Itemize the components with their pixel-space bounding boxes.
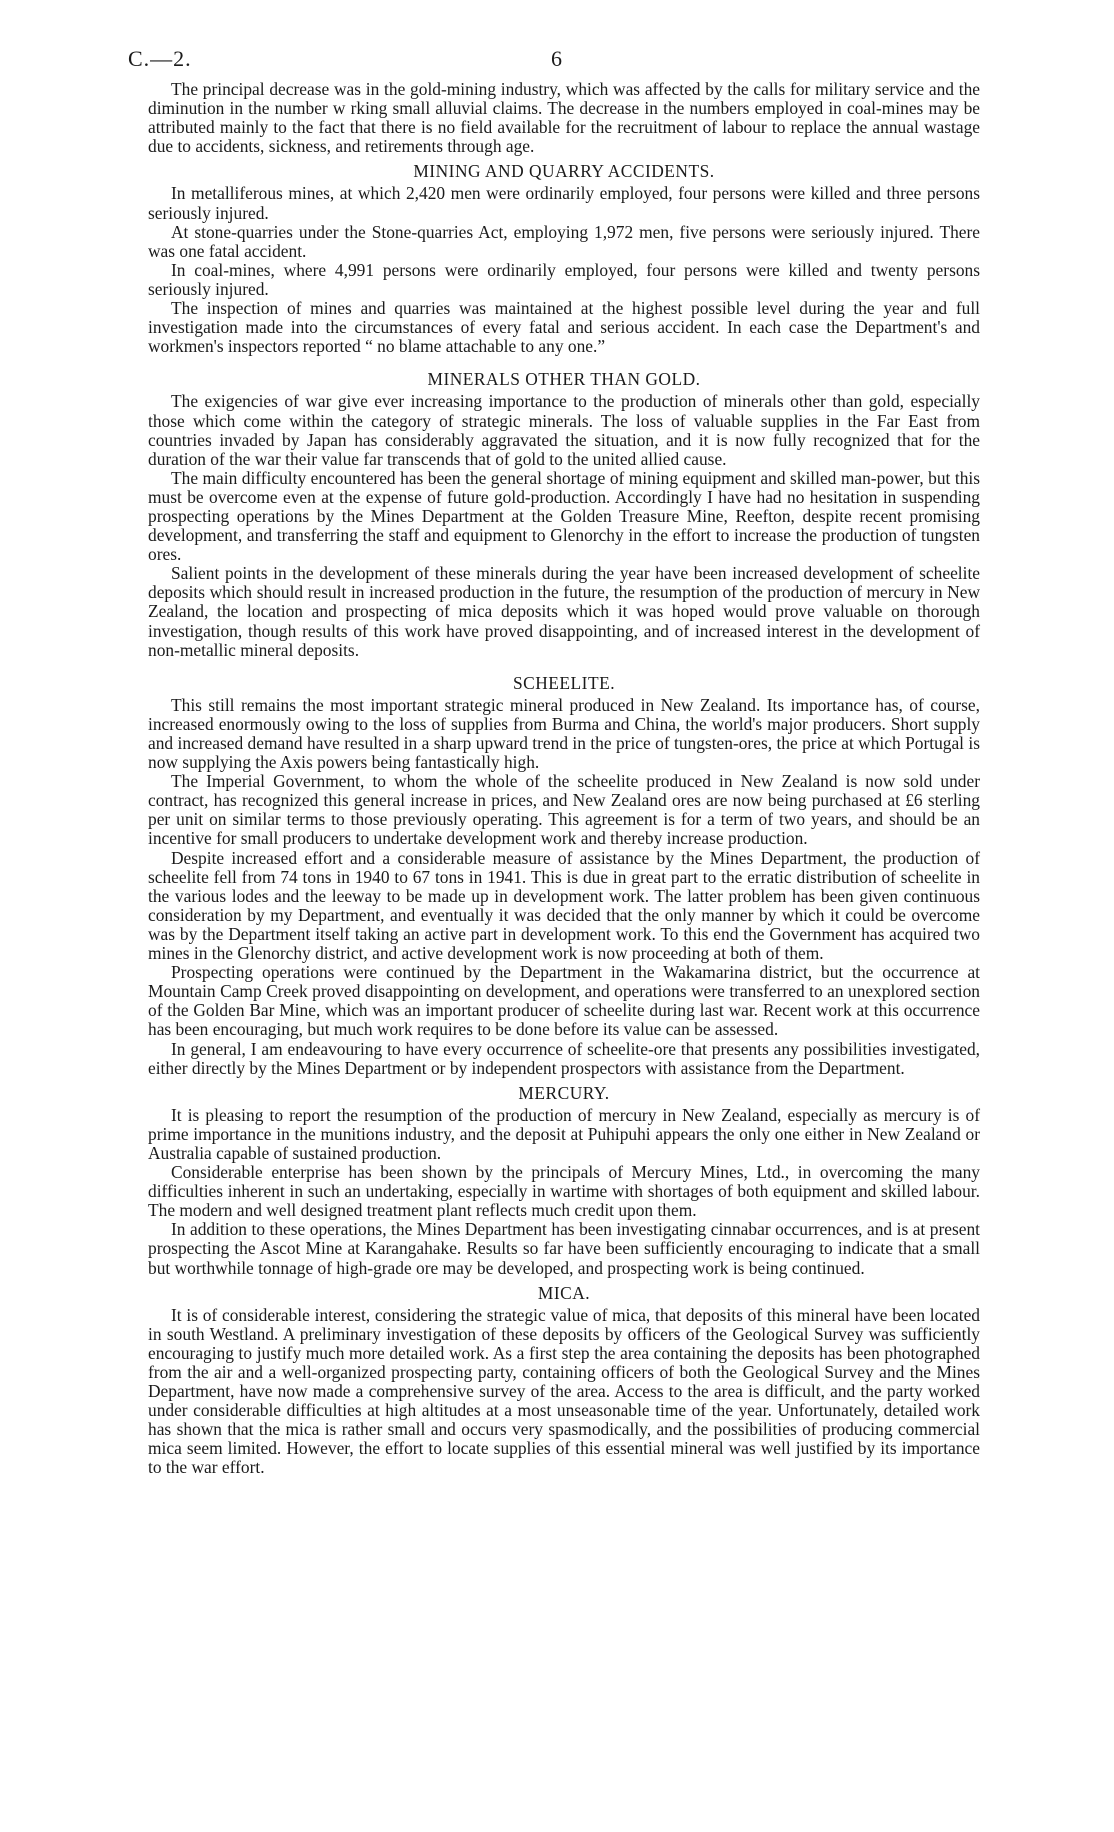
section-heading-minerals: MINERALS OTHER THAN GOLD.: [427, 369, 701, 390]
document-body: [148, 80, 980, 1478]
paragraph: In general, I am endeavouring to have every occurrence of scheelite-ore that presents any possibilities investigated, either directly by the Mines Department or by independent prospectors with assistance from the Department.: [148, 1038, 980, 1078]
section-heading-accidents: MINING AND QUARRY ACCIDENTS.: [413, 161, 715, 182]
paragraph: Considerable enterprise has been shown by the principals of Mercury Mines, Ltd., in overcoming the many difficulties inherent in such an undertaking, especially in wartime with shortages of both equipment and skilled labour. The modern and well designed treatment plant reflects much credit upon them.: [148, 1162, 980, 1221]
paragraph: This still remains the most important strategic mineral produced in New Zealand. Its importance has, of course, increased enormously owing to the loss of supplies from Burma and China, the world's major producers. Short supply and increased demand have resulted in a sharp upward trend in the price of tungsten-ores, the price at which Portugal is now supplying the Axis powers being fantastically high.: [148, 694, 980, 773]
paragraph: The inspection of mines and quarries was maintained at the highest possible level during the year and full investigation made into the circumstances of every fatal and serious accident. In each case the Department's and workmen's inspectors reported “ no blame attachable to any one.”: [148, 298, 980, 357]
document-reference: C.—2.: [128, 46, 192, 71]
section-heading-mica: MICA.: [537, 1282, 591, 1303]
paragraph: In coal-mines, where 4,991 persons were ordinarily employed, four persons were killed and twenty persons seriously injured.: [148, 259, 980, 299]
paragraph: The main difficulty encountered has been the general shortage of mining equipment and skilled man-power, but this must be overcome even at the expense of future gold-production. Accordingly I have had no hesitation in suspending prospecting operations by the Mines Department at the Golden Treasure Mine, Reefton, despite recent promising development, and transferring the staff and equipment to Glenorchy in the effort to increase the production of tungsten ores.: [148, 467, 980, 565]
paragraph: The Imperial Government, to whom the whole of the scheelite produced in New Zealand is now sold under contract, has recognized this general increase in prices, and New Zealand ores are now being purchased at £6 sterling per unit on similar terms to those previously operating. This agreement is for a term of two years, and should be an incentive for small producers to undertake development work and thereby increase production.: [148, 771, 980, 849]
intro-paragraph: The principal decrease was in the gold-mining industry, which was affected by the calls for military service and the diminution in the number w rking small alluvial claims. The decrease in the numbers employed in coal-mines may be attributed mainly to the fact that there is no field available for the recruitment of labour to replace the annual wastage due to accidents, sickness, and retirements through age.: [148, 79, 980, 157]
section-heading-scheelite: SCHEELITE.: [512, 672, 616, 693]
paragraph: Prospecting operations were continued by the Department in the Wakamarina district, but the occurrence at Mountain Camp Creek proved disappointing on development, and operations were transferred to an unexplored section of the Golden Bar Mine, which was an important producer of scheelite during last war. Recent work at this occurrence has been encouraging, but much work requires to be done before its value can be assessed.: [148, 962, 980, 1040]
paragraph: At stone-quarries under the Stone-quarries Act, employing 1,972 men, five persons were seriously injured. There was one fatal accident.: [148, 221, 980, 261]
paragraph: In metalliferous mines, at which 2,420 men were ordinarily employed, four persons were killed and three persons seriously injured.: [148, 183, 980, 223]
section-heading-mercury: MERCURY.: [518, 1082, 610, 1103]
paragraph: Salient points in the development of these minerals during the year have been increased development of scheelite deposits which should result in increased production in the future, the resumption of the production of mercury in New Zealand, the location and prospecting of mica deposits which it was hoped would prove valuable on thorough investigation, though results of this work have proved disappointing, and of increased interest in the development of non-metallic mineral deposits.: [148, 563, 980, 660]
page-number: 6: [551, 46, 562, 71]
paragraph: It is of considerable interest, considering the strategic value of mica, that deposits of this mineral have been located in south Westland. A preliminary investigation of these deposits by officers of the Geological Survey was sufficiently encouraging to justify much more detailed work. As a first step the area containing the deposits has been photographed from the air and a well-organized prospecting party, containing officers of both the Geological Survey and the Mines Department, have now made a comprehensive survey of the area. Access to the area is difficult, and the party worked under considerable difficulties at high altitudes at a most unseasonable time of the year. Unfortunately, detailed work has shown that the mica is rather small and occurs very spasmodically, and the possibilities of producing commercial mica seem limited. However, the effort to locate supplies of this essential mineral was well justified by its importance to the war effort.: [148, 1304, 980, 1478]
paragraph: Despite increased effort and a considerable measure of assistance by the Mines Department, the production of scheelite fell from 74 tons in 1940 to 67 tons in 1941. This is due in great part to the erratic distribution of scheelite in the various lodes and the leeway to be made up in development work. The latter problem has been given continuous consideration by my Department, and eventually it was decided that the only manner by which it could be overcome was by the Department itself taking an active part in development work. To this end the Government has acquired two mines in the Glenorchy district, and active development work is now proceeding at both of them.: [148, 847, 980, 964]
paragraph: The exigencies of war give ever increasing importance to the production of minerals other than gold, especially those which come within the category of strategic minerals. The loss of valuable supplies in the Far East from countries invaded by Japan has considerably aggravated the situation, and it is now fully recognized that for the duration of the war their value far transcends that of gold to the united allied cause.: [148, 391, 980, 469]
paragraph: In addition to these operations, the Mines Department has been investigating cinnabar occurrences, and is at present prospecting the Ascot Mine at Karangahake. Results so far have been sufficiently encouraging to indicate that a small but worthwhile tonnage of high-grade ore may be developed, and prospecting work is being continued.: [148, 1219, 980, 1278]
paragraph: It is pleasing to report the resumption of the production of mercury in New Zealand, especially as mercury is of prime importance in the munitions industry, and the deposit at Puhipuhi appears the only one either in New Zealand or Australia capable of sustained production.: [148, 1104, 980, 1163]
